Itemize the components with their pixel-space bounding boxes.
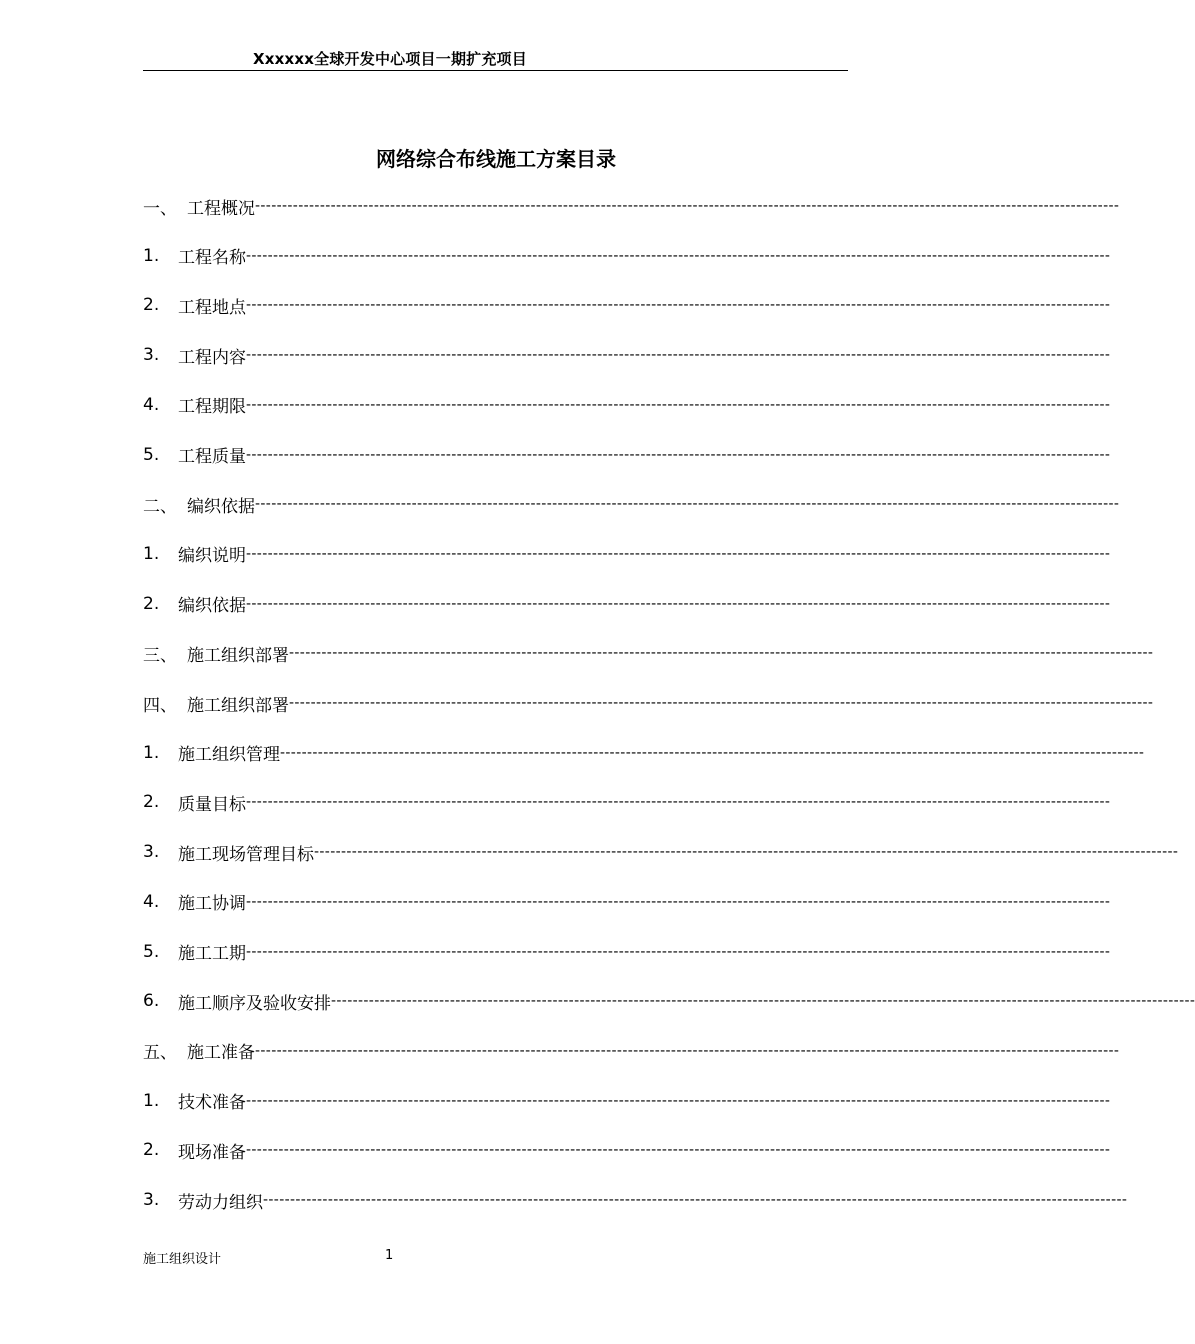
toc-entry[interactable]	[143, 739, 1145, 767]
toc-entry-label: 质量目标	[178, 794, 246, 815]
toc-entry-label: 施工工期	[178, 944, 246, 964]
toc-entry[interactable]	[143, 1136, 1111, 1164]
toc-entry-number: 二、	[143, 496, 177, 517]
toc-dot-leader: ----------------------------------------------------------------------------------------------------------------------------------------------------------------	[246, 297, 1111, 314]
toc-entry-number: 1.	[143, 245, 160, 266]
toc-entry-number: 3.	[143, 1190, 160, 1210]
toc-entry[interactable]	[143, 788, 1111, 816]
toc-dot-leader: ----------------------------------------------------------------------------------------------------------------------------------------------------------------	[246, 1142, 1111, 1159]
toc-entry[interactable]	[143, 291, 1111, 319]
toc-dot-leader: ----------------------------------------------------------------------------------------------------------------------------------------------------------------	[255, 198, 1120, 214]
toc-entry-label: 工程概况	[187, 198, 255, 219]
toc-entry-label: 施工组织部署	[187, 695, 289, 716]
toc-entry[interactable]	[143, 1037, 1120, 1065]
footer-label: 施工组织设计	[143, 1252, 222, 1267]
toc-entry[interactable]	[143, 689, 1154, 717]
toc-entry-number: 4.	[143, 891, 160, 912]
toc-entry-label: 工程地点	[178, 297, 246, 318]
toc-entry[interactable]	[143, 490, 1120, 518]
toc-entry[interactable]	[143, 938, 1111, 966]
toc-dot-leader: ----------------------------------------------------------------------------------------------------------------------------------------------------------------	[246, 943, 1111, 960]
toc-entry[interactable]	[143, 987, 1195, 1015]
toc-entry-label: 工程内容	[178, 347, 246, 368]
toc-entry-number: 2.	[143, 792, 160, 813]
toc-entry-label: 施工顺序及验收安排	[178, 993, 331, 1014]
toc-entry-label: 施工协调	[178, 894, 246, 915]
page-number: 1	[385, 1248, 394, 1263]
header-rule	[143, 70, 848, 71]
toc-entry-label: 编织依据	[187, 496, 255, 517]
toc-entry-number: 三、	[143, 645, 177, 666]
toc-entry-number: 1.	[143, 742, 160, 763]
toc-dot-leader: ----------------------------------------------------------------------------------------------------------------------------------------------------------------	[246, 595, 1111, 612]
toc-entry[interactable]	[143, 639, 1154, 667]
toc-entry-label: 施工组织部署	[187, 645, 289, 666]
toc-entry-number: 3.	[143, 842, 160, 863]
toc-dot-leader: ----------------------------------------------------------------------------------------------------------------------------------------------------------------	[246, 446, 1111, 463]
toc-entry-label: 技术准备	[178, 1093, 246, 1114]
toc-dot-leader: ----------------------------------------------------------------------------------------------------------------------------------------------------------------	[255, 496, 1120, 513]
toc-dot-leader: ----------------------------------------------------------------------------------------------------------------------------------------------------------------	[314, 844, 1179, 861]
toc-entry[interactable]	[143, 242, 1111, 270]
toc-dot-leader: ----------------------------------------------------------------------------------------------------------------------------------------------------------------	[289, 645, 1154, 662]
toc-entry[interactable]	[143, 441, 1111, 469]
toc-dot-leader: ----------------------------------------------------------------------------------------------------------------------------------------------------------------	[331, 993, 1195, 1010]
toc-dot-leader: ----------------------------------------------------------------------------------------------------------------------------------------------------------------	[246, 545, 1111, 562]
toc-entry[interactable]	[143, 1186, 1128, 1214]
toc-dot-leader: ----------------------------------------------------------------------------------------------------------------------------------------------------------------	[246, 794, 1111, 811]
toc-dot-leader: ----------------------------------------------------------------------------------------------------------------------------------------------------------------	[246, 247, 1111, 264]
toc-entry-number: 2.	[143, 593, 160, 614]
toc-entry-label: 工程质量	[178, 447, 246, 467]
toc-entry[interactable]	[143, 540, 1111, 568]
toc-entry-number: 1.	[143, 1090, 160, 1111]
toc-entry-number: 4.	[143, 394, 160, 415]
toc-dot-leader: ----------------------------------------------------------------------------------------------------------------------------------------------------------------	[246, 893, 1111, 910]
toc-entry-number: 3.	[143, 345, 160, 366]
toc-entry[interactable]	[143, 391, 1111, 419]
toc-entry-number: 四、	[143, 695, 177, 716]
toc-entry-label: 编织说明	[178, 546, 246, 567]
toc-entry[interactable]	[143, 192, 1120, 220]
toc-entry-label: 工程名称	[178, 248, 246, 269]
toc-dot-leader: ----------------------------------------------------------------------------------------------------------------------------------------------------------------	[289, 695, 1154, 711]
toc-entry-label: 现场准备	[178, 1142, 246, 1163]
document-title: 网络综合布线施工方案目录	[376, 147, 616, 171]
toc-dot-leader: ----------------------------------------------------------------------------------------------------------------------------------------------------------------	[246, 396, 1111, 413]
toc-entry-number: 1.	[143, 543, 160, 564]
toc-entry-number: 5.	[143, 444, 160, 465]
toc-entry-number: 5.	[143, 941, 160, 962]
toc-entry-number: 2.	[143, 295, 160, 316]
toc-dot-leader: ----------------------------------------------------------------------------------------------------------------------------------------------------------------	[246, 347, 1111, 364]
toc-entry-number: 6.	[143, 991, 160, 1012]
toc-entry[interactable]	[143, 838, 1179, 866]
toc-entry-label: 编织依据	[178, 596, 246, 617]
toc-entry-number: 五、	[143, 1043, 177, 1064]
toc-entry[interactable]	[143, 590, 1111, 618]
toc-entry-label: 施工现场管理目标	[178, 844, 314, 865]
toc-dot-leader: ----------------------------------------------------------------------------------------------------------------------------------------------------------------	[263, 1192, 1128, 1208]
toc-dot-leader: ----------------------------------------------------------------------------------------------------------------------------------------------------------------	[280, 744, 1145, 761]
running-header: Xxxxxx全球开发中心项目一期扩充项目	[253, 50, 527, 68]
toc-entry-label: 工程期限	[178, 397, 246, 418]
toc-entry-number: 2.	[143, 1140, 160, 1161]
toc-entry-label: 施工组织管理	[178, 745, 280, 766]
toc-dot-leader: ----------------------------------------------------------------------------------------------------------------------------------------------------------------	[255, 1042, 1120, 1059]
toc-dot-leader: ----------------------------------------------------------------------------------------------------------------------------------------------------------------	[246, 1092, 1111, 1109]
toc-entry[interactable]	[143, 1087, 1111, 1115]
toc-entry[interactable]	[143, 888, 1111, 916]
toc-entry[interactable]	[143, 341, 1111, 369]
toc-entry-number: 一、	[143, 198, 177, 219]
toc-entry-label: 劳动力组织	[178, 1192, 263, 1213]
toc-entry-label: 施工准备	[187, 1043, 255, 1064]
